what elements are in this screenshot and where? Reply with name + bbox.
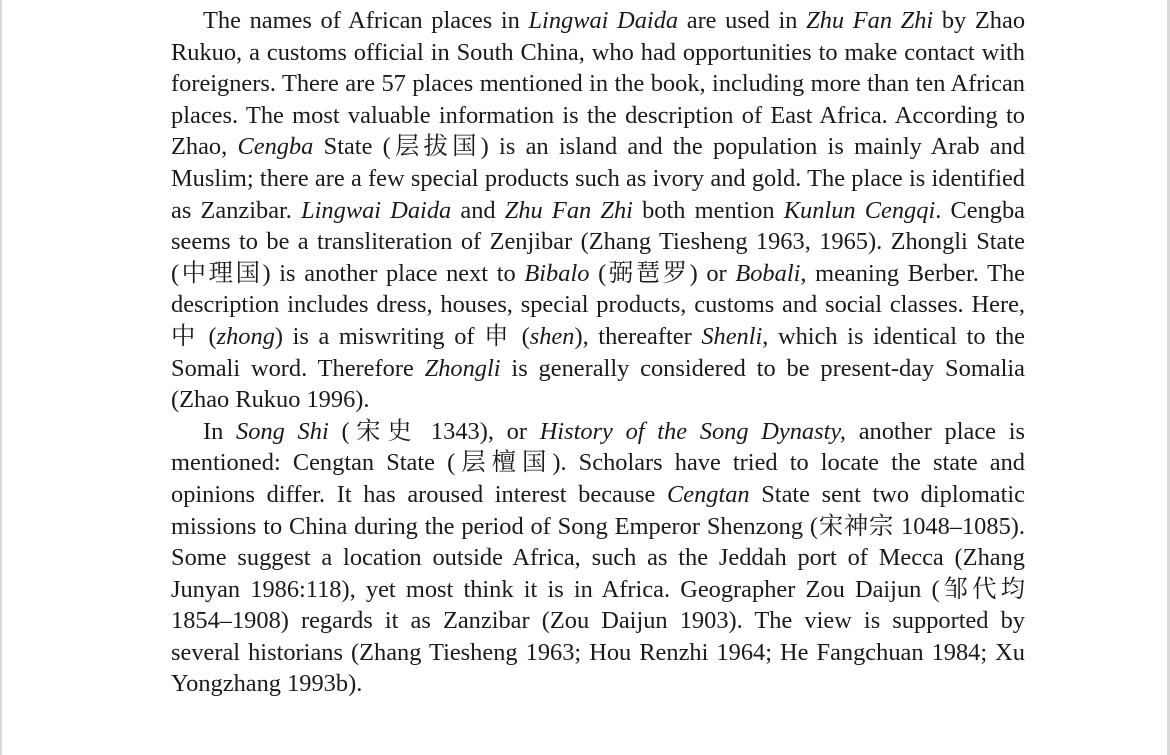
text-run: (弼琶罗) or: [589, 259, 736, 287]
text-run: ), thereafter: [574, 322, 702, 350]
italic-term: Cengba: [237, 133, 314, 161]
text-run: and: [451, 196, 505, 224]
italic-term: Zhongli: [424, 354, 501, 382]
italic-term: Zhu Fan Zhi: [504, 196, 633, 224]
italic-term: Bobali: [735, 259, 801, 287]
text-run: by Zhao Rukuo, a customs official in South China, who had opportunities to make contact with foreigners. There are 57 places mentioned in the book, including more than ten African places. The most valuable information is the description of East Africa. According to Zhao,: [171, 7, 1026, 161]
text-run: (宋史 1343), or: [328, 417, 540, 445]
italic-term: Bibalo: [524, 259, 590, 287]
italic-term: Shenli: [701, 322, 763, 350]
italic-term: History of the Song Dynasty,: [539, 417, 846, 445]
italic-term: Cengtan: [666, 480, 750, 508]
text-run: , meaning Berber. The description includes dress, houses, special products, customs and social classes. Here, 中 (: [171, 259, 1026, 350]
text-run: , which is identical to the Somali word. Therefore: [171, 322, 1025, 382]
text-run: . Cengba seems to be a transliteration of Zenjibar (Zhang Tiesheng 1963, 1965). Zhongli State (中理国) is another place next to: [171, 196, 1026, 287]
italic-term: Song Shi: [236, 417, 329, 445]
text-run: ) is a miswriting of 申 (: [274, 322, 530, 350]
page-edge-left: [0, 0, 2, 755]
italic-term: zhong: [216, 322, 275, 350]
italic-term: Zhu Fan Zhi: [806, 7, 934, 34]
paragraph-song-shi: [171, 416, 1025, 700]
italic-term: Lingwai Daida: [528, 7, 679, 34]
italic-term: shen: [529, 322, 575, 350]
text-run: In: [203, 417, 237, 445]
italic-term: Kunlun Cengqi: [783, 196, 936, 224]
text-run: is generally considered to be present-day Somalia (Zhao Rukuo 1996).: [171, 354, 1025, 414]
italic-term: Lingwai Daida: [301, 196, 452, 224]
paragraph-zhu-fan-zhi: [171, 5, 1025, 416]
text-run: State sent two diplomatic missions to China during the period of Song Emperor Shenzong (宋神宗 1048–1085). Some suggest a location outside Africa, such as the Jeddah port of Mecca (Zhang Junyan 1986:118), yet most think it is in Africa. Geographer Zou Daijun (邹代均 1854–1908) regards it as Zanzibar (Zou Daijun 1903). The view is supported by several historians (Zhang Tiesheng 1963; Hou Renzhi 1964; He Fangchuan 1984; Xu Yongzhang 1993b).: [171, 480, 1025, 698]
text-run: The names of African places in: [203, 7, 529, 34]
text-run: are used in: [678, 7, 807, 34]
text-run: State (层拔国) is an island and the population is mainly Arab and Muslim; there are a few special products such as ivory and gold. The place is identified as Zanzibar.: [171, 133, 1025, 224]
document-page: [171, 5, 1025, 700]
text-run: both mention: [632, 196, 784, 224]
text-run: another place is mentioned: Cengtan State (层檀国). Scholars have tried to locate the state and opinions differ. It has aroused interest because: [171, 417, 1025, 508]
